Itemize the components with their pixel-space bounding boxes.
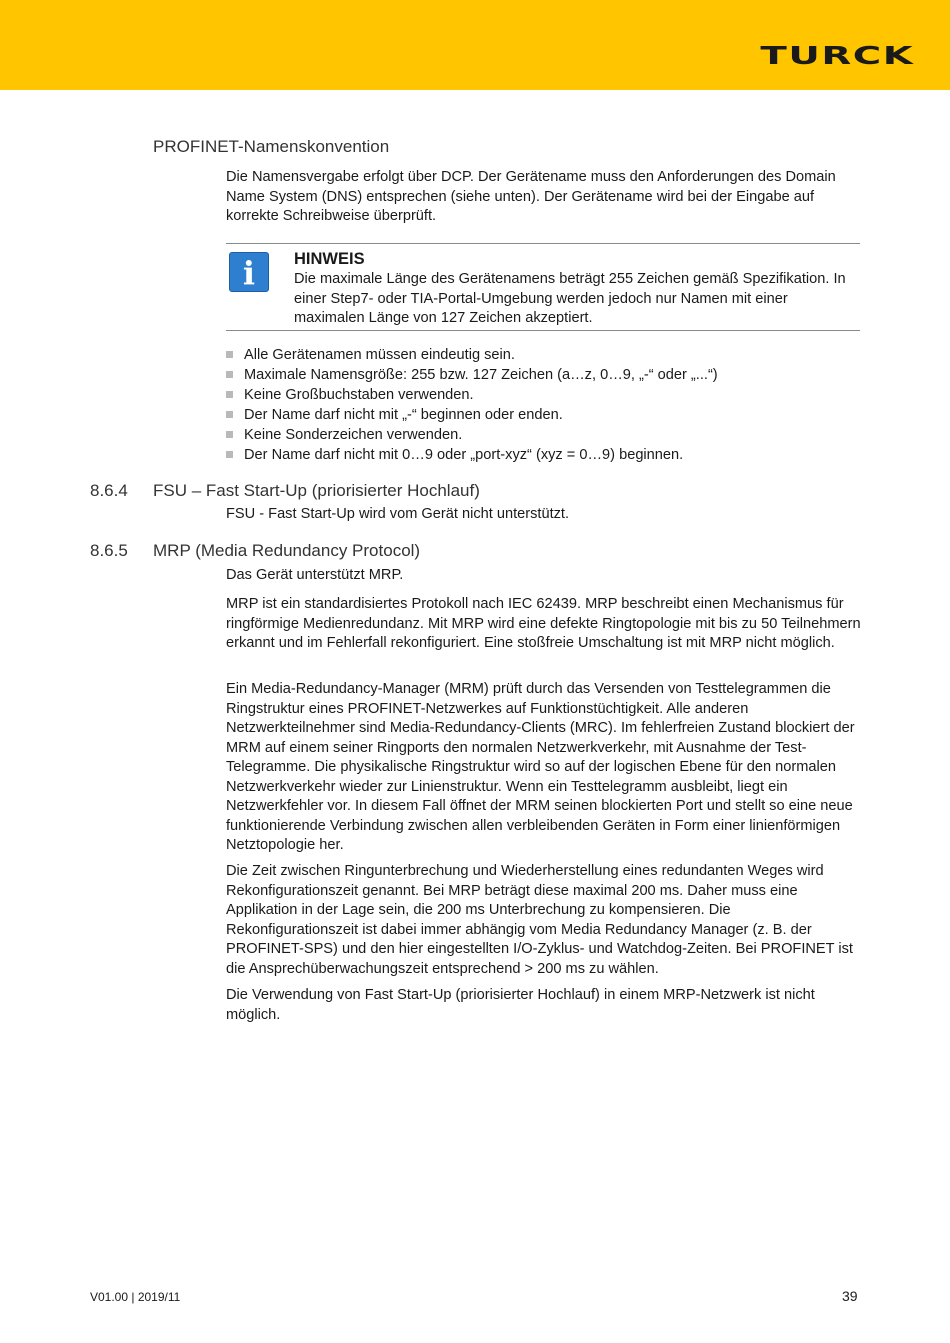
- list-item: Alle Gerätenamen müssen eindeutig sein.: [226, 345, 718, 365]
- list-item: Der Name darf nicht mit „-“ beginnen oder enden.: [226, 405, 718, 425]
- fsu-paragraph: FSU - Fast Start-Up wird vom Gerät nicht unterstützt.: [226, 506, 570, 522]
- section-title-naming: PROFINET-Namenskonvention: [153, 137, 390, 156]
- section-number-mrp: 8.6.5: [90, 541, 128, 560]
- page-number: 39: [842, 1288, 858, 1304]
- mrp-paragraph-3: Ein Media-Redundancy-Manager (MRM) prüft durch das Versenden von Testtelegrammen die Ringstruktur eines PROFINET-Netzwerkes auf Funktionstüchtigkeit. Alle anderen Netzwerkteilnehmer sind Media-Redundancy-Clients (MRC). Im fehlerfreien Zustand blockiert der MRM auf einem seiner Ringports den normalen Netzwerkverkehr, mit Ausnahme der Test-Telegramme. Die physikalische Ringstruktur wird so auf der logischen Ebene für den normalen Netzwerkverkehr wieder zur Linienstruktur. Wenn ein Testtelegramm ausbleibt, liegt ein Netzwerkfehler vor. In diesem Fall öffnet der MRM seinen blockierten Port und stellt so eine neue funktionierende Verbindung zwischen allen verbleibenden Geräten in Form einer linienförmigen Netztopologie her.: [226, 681, 855, 853]
- bullet-square-icon: [226, 371, 233, 378]
- bullet-square-icon: [226, 411, 233, 418]
- list-item: Keine Großbuchstaben verwenden.: [226, 385, 718, 405]
- notice-bottom-rule: [226, 330, 860, 331]
- bullet-square-icon: [226, 391, 233, 398]
- section-title-mrp: MRP (Media Redundancy Protocol): [153, 541, 421, 560]
- turck-logo: TURCK: [760, 41, 914, 70]
- list-item: Der Name darf nicht mit 0…9 oder „port-xyz“ (xyz = 0…9) beginnen.: [226, 445, 718, 465]
- bullet-square-icon: [226, 351, 233, 358]
- naming-rules-list: [226, 345, 718, 465]
- list-item: Keine Sonderzeichen verwenden.: [226, 425, 718, 445]
- footer-version: V01.00 | 2019/11: [90, 1290, 181, 1304]
- mrp-paragraph-5: Die Verwendung von Fast Start-Up (priorisierter Hochlauf) in einem MRP-Netzwerk ist nicht möglich.: [226, 987, 815, 1023]
- notice-title: HINWEIS: [294, 250, 365, 268]
- info-icon: i: [229, 252, 269, 292]
- header-band: [0, 0, 950, 90]
- list-item: Maximale Namensgröße: 255 bzw. 127 Zeichen (a…z, 0…9, „-“ oder „...“): [226, 365, 718, 385]
- bullet-square-icon: [226, 451, 233, 458]
- mrp-paragraph-4: Die Zeit zwischen Ringunterbrechung und Wiederherstellung eines redundanten Weges wird Rekonfigurationszeit genannt. Bei MRP beträgt diese maximal 200 ms. Daher muss eine Applikation in der Lage sein, die 200 ms Unterbrechung zu kompensieren. Die Rekonfigurationszeit ist dabei immer abhängig vom Media Redundancy Manager (z. B. der PROFINET-SPS) und den hier eingestellten I/O-Zyklus- und Watchdog-Zeiten. Bei PROFINET ist die Ansprechüberwachungszeit entsprechend > 200 ms zu wählen.: [226, 863, 853, 977]
- section-number-fsu: 8.6.4: [90, 481, 128, 500]
- bullet-square-icon: [226, 431, 233, 438]
- notice-top-rule: [226, 243, 860, 244]
- naming-paragraph: Die Namensvergabe erfolgt über DCP. Der Gerätename muss den Anforderungen des Domain Name System (DNS) entsprechen (siehe unten). Der Gerätename wird bei der Eingabe auf korrekte Schreibweise überprüft.: [226, 169, 836, 224]
- mrp-paragraph-2: MRP ist ein standardisiertes Protokoll nach IEC 62439. MRP beschreibt einen Mechanismus für ringförmige Medienredundanz. Mit MRP wird eine defekte Ringtopologie mit bis zu 50 Teilnehmern erkannt und im Fehlerfall rekonfiguriert. Eine stoßfreie Umschaltung ist mit MRP nicht möglich.: [226, 596, 861, 651]
- notice-text: Die maximale Länge des Gerätenamens beträgt 255 Zeichen gemäß Spezifikation. In einer Step7- oder TIA-Portal-Umgebung werden jedoch nur Namen mit einer maximalen Länge von 127 Zeichen akzeptiert.: [294, 271, 846, 326]
- section-title-fsu: FSU – Fast Start-Up (priorisierter Hochlauf): [153, 481, 480, 500]
- mrp-paragraph-1: Das Gerät unterstützt MRP.: [226, 567, 404, 583]
